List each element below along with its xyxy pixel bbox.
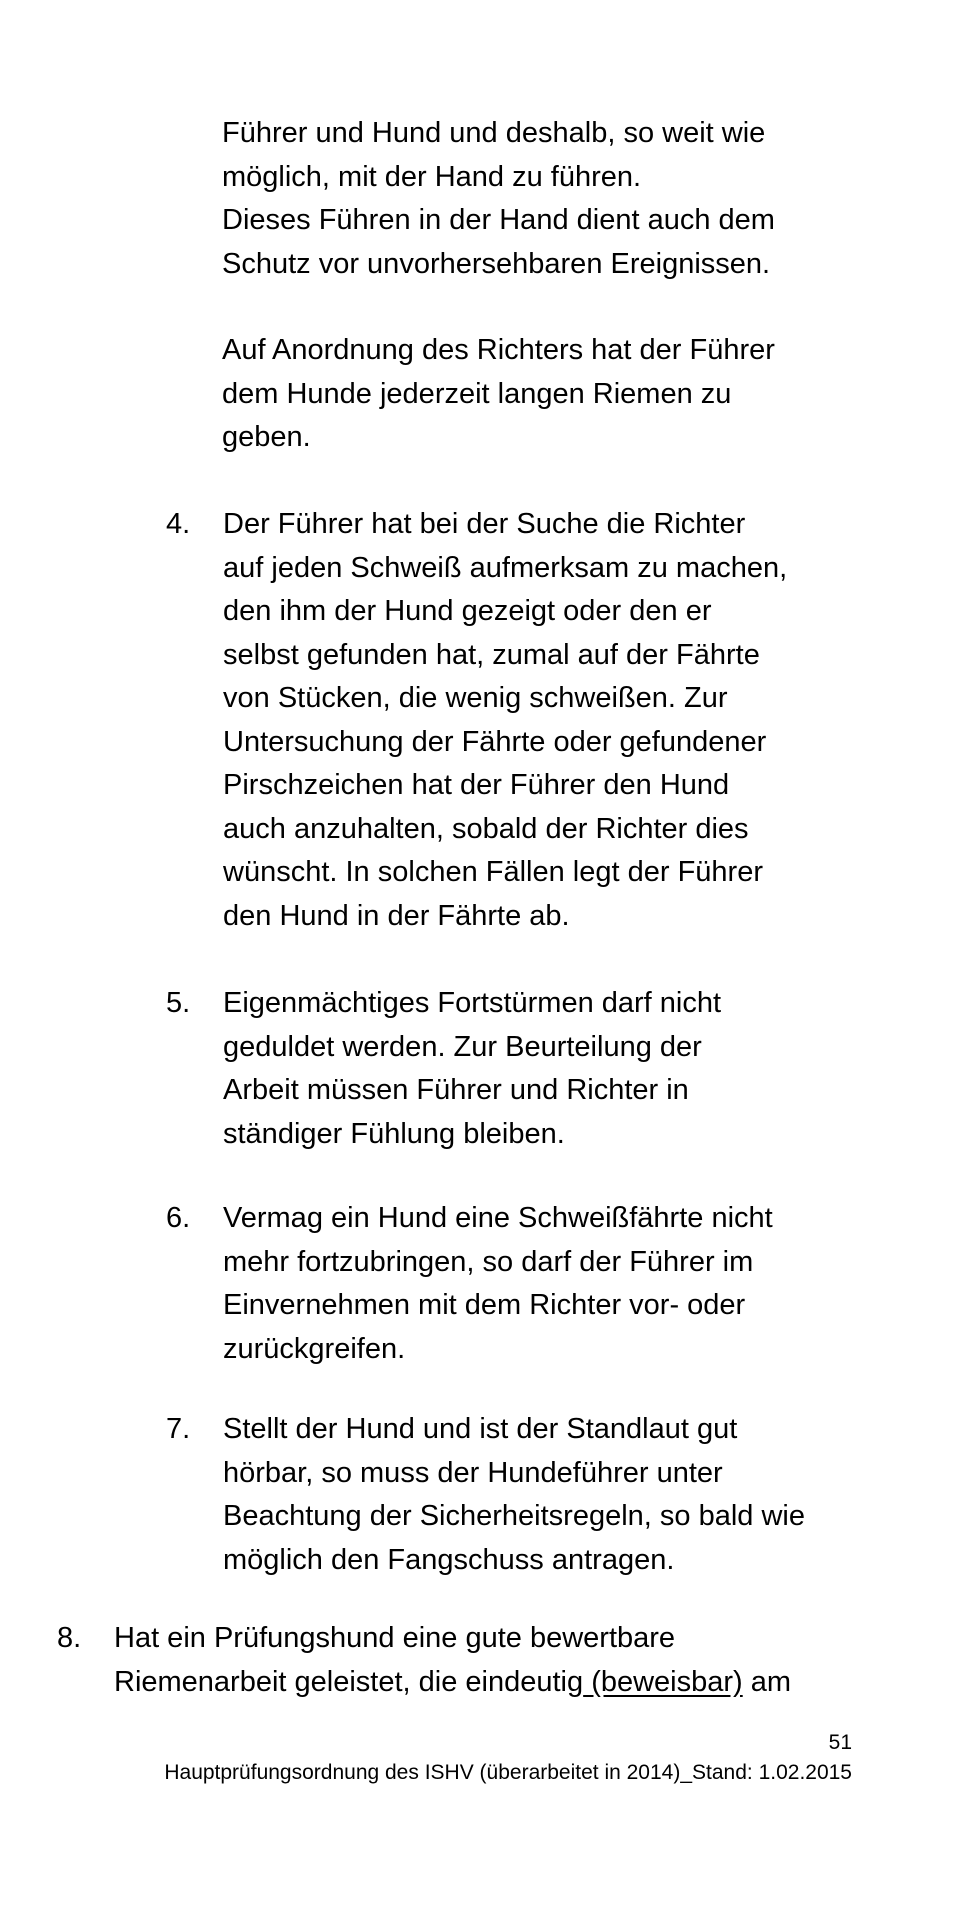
- list-item-text: Stellt der Hund und ist der Standlaut gut hörbar, so muss der Hundeführer unter Beachtung der Sicherheitsregeln, so bald wie möglich den Fangschuss antragen.: [223, 1413, 805, 1576]
- list-item-number: 5.: [166, 987, 191, 1019]
- item8-line-1: Hat ein Prüfungshund eine gute bewertbare: [114, 1622, 676, 1654]
- intro-paragraph-1: Führer und Hund und deshalb, so weit wie möglich, mit der Hand zu führen. Dieses Führen in der Hand dient auch dem Schutz vor unvorhersehbaren Ereignissen.: [222, 117, 775, 280]
- list-item-text: Der Führer hat bei der Suche die Richter auf jeden Schweiß aufmerksam zu machen, den ihm der Hund gezeigt oder den er selbst gefunden hat, zumal auf der Fährte von Stücken, die wenig schweißen. Zur Untersuchung der Fährte oder gefundener Pirschzeichen hat der Führer den Hund auch anzuhalten, sobald der Richter dies wünscht. In solchen Fällen legt der Führer den Hund in der Fährte ab.: [223, 508, 788, 932]
- page-footer: Hauptprüfungsordnung des ISHV (überarbeitet in 2014)_Stand: 1.02.2015: [164, 1761, 852, 1784]
- underlined-word-beweisbar: (beweisbar): [583, 1665, 743, 1698]
- list-item-number-8: 8.: [57, 1622, 82, 1654]
- list-item-text: Eigenmächtiges Fortstürmen darf nicht geduldet werden. Zur Beurteilung der Arbeit müssen Führer und Richter in ständiger Fühlung bleiben.: [223, 987, 722, 1150]
- list-item-number: 6.: [166, 1202, 191, 1234]
- item8-line-2-start: Riemenarbeit geleistet, die eindeutig: [114, 1665, 584, 1698]
- list-item-text: Vermag ein Hund eine Schweißfährte nicht mehr fortzubringen, so darf der Führer im Einvernehmen mit dem Richter vor- oder zurückgreifen.: [223, 1202, 773, 1365]
- item8-line-2-end: am: [742, 1665, 792, 1698]
- list-item-number: 4.: [166, 508, 191, 540]
- page-number: 51: [828, 1731, 852, 1754]
- intro-paragraph-2: Auf Anordnung des Richters hat der Führer dem Hunde jederzeit langen Riemen zu geben.: [222, 334, 775, 453]
- list-item-number: 7.: [166, 1413, 191, 1445]
- list-item-text-8: [114, 1617, 791, 1704]
